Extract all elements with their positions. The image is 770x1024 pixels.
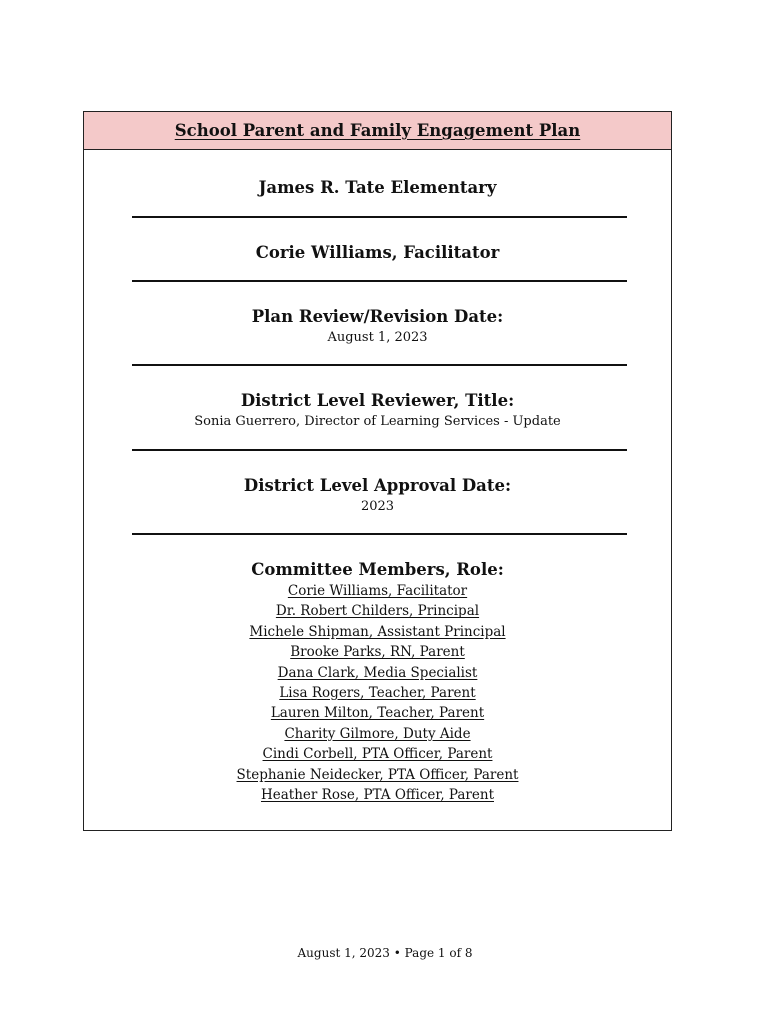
reviewer-label: District Level Reviewer, Title: (240, 391, 515, 410)
plan-cover-box (83, 111, 672, 831)
committee-label: Committee Members, Role: (251, 560, 504, 579)
list-item: Cindi Corbell, PTA Officer, Parent (262, 746, 493, 763)
list-item: Brooke Parks, RN, Parent (290, 644, 465, 661)
review-date-section (84, 307, 671, 347)
plan-title: School Parent and Family Engagement Plan (174, 121, 581, 140)
committee-section (84, 560, 671, 805)
facilitator-line: Corie Williams, Facilitator (255, 243, 500, 262)
reviewer-section (84, 391, 671, 431)
approval-value: 2023 (360, 499, 395, 514)
list-item: Stephanie Neidecker, PTA Officer, Parent (236, 766, 519, 783)
committee-list (84, 581, 671, 805)
reviewer-value: Sonia Guerrero, Director of Learning Services - Update (194, 414, 561, 429)
divider-rule (132, 533, 627, 535)
list-item: Lauren Milton, Teacher, Parent (270, 705, 485, 722)
page-footer: August 1, 2023 • Page 1 of 8 (297, 946, 473, 960)
list-item: Corie Williams, Facilitator (287, 583, 468, 599)
school-section (84, 178, 671, 198)
divider-rule (132, 364, 627, 366)
facilitator-section (84, 243, 671, 263)
review-date-label: Plan Review/Revision Date: (251, 307, 504, 326)
divider-rule (132, 449, 627, 451)
divider-rule (132, 280, 627, 282)
plan-title-bar (84, 112, 671, 150)
list-item: Charity Gilmore, Duty Aide (284, 725, 471, 742)
approval-section (84, 476, 671, 516)
list-item: Dana Clark, Media Specialist (277, 664, 478, 681)
school-name: James R. Tate Elementary (258, 178, 497, 197)
list-item: Heather Rose, PTA Officer, Parent (260, 787, 494, 804)
list-item: Dr. Robert Childers, Principal (275, 603, 480, 620)
approval-label: District Level Approval Date: (243, 476, 512, 495)
list-item: Michele Shipman, Assistant Principal (249, 623, 506, 640)
list-item: Lisa Rogers, Teacher, Parent (279, 685, 476, 702)
review-date-value: August 1, 2023 (327, 330, 428, 345)
divider-rule (132, 216, 627, 218)
